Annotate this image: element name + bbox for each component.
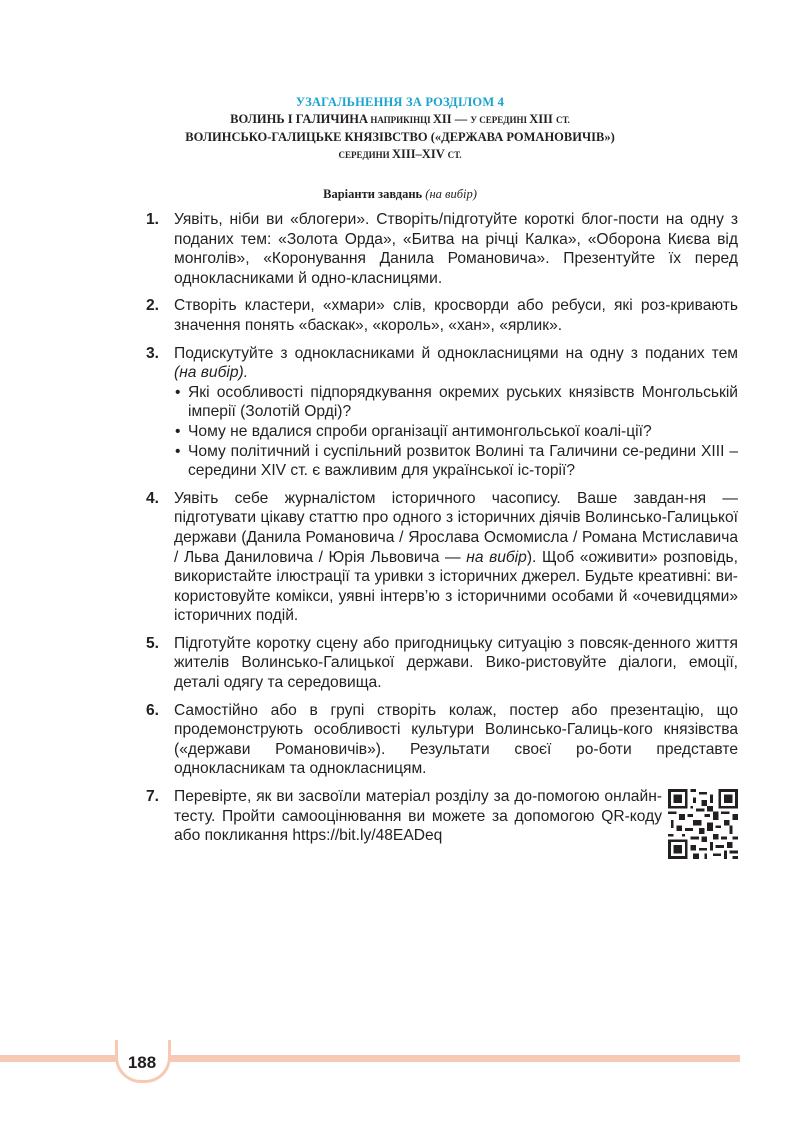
variants-note: (на вибір): [425, 187, 477, 201]
list-item: • Чому не вдалися спроби організації антимонгольської коалі-ції?: [174, 422, 738, 442]
task-number: 4.: [146, 489, 160, 507]
header-line-3: [0, 146, 800, 164]
qr-code-icon[interactable]: [668, 789, 738, 859]
task-text-note: на вибір: [466, 548, 527, 566]
task-3: [146, 344, 738, 481]
list-item: • Які особливості підпорядкування окремих руських князівств Монгольській імперії (Золотій Орді)?: [174, 383, 738, 422]
header-line-3-c: СТ.: [447, 150, 462, 160]
task-text: Створіть кластери, «хмари» слів, кросворди або ребуси, які роз-кривають значення понять «баскак», «король», «хан», «ярлик».: [174, 297, 738, 334]
task-intro-text: Подискутуйте з однокласниками й однокласницями на одну з поданих тем: [174, 344, 738, 362]
task-text: Підготуйте коротку сцену або пригодницьку ситуацію з повсяк-денного життя жителів Волинсько-Галицької держави. Вико-ристовуйте діалоги, емоції, деталі одягу та середовища.: [174, 634, 738, 692]
task-4: [146, 489, 738, 626]
header-line-1-b: НАПРИКІНЦІ: [368, 115, 433, 125]
task-list: [146, 210, 738, 854]
task-number: 1.: [146, 211, 160, 228]
header-line-1-e: XIII: [529, 112, 556, 126]
header-line-1-a: ВОЛИНЬ І ГАЛИЧИНА: [230, 112, 369, 126]
task-text: Самостійно або в групі створіть колаж, постер або презентацію, що продемонструють особливості культури Волинсько-Галиць-кого князівства («держави Романовичів»). Результати своєї ро-боти представте однокласникам та однокласницям.: [174, 701, 738, 778]
task-number: 3.: [146, 344, 160, 362]
task-number: 5.: [146, 634, 160, 652]
footer-band: [0, 1055, 740, 1062]
task-1: [146, 210, 738, 288]
header-line-1-d: У СЕРЕДИНІ: [470, 115, 530, 125]
page-number: 188: [127, 1053, 157, 1072]
task-intro: [174, 344, 738, 383]
task-number: 2.: [146, 297, 160, 315]
header-line-1-c: XII —: [432, 112, 471, 126]
variants-label: Варіанти завдань: [323, 187, 426, 201]
header-line-1: [0, 111, 800, 129]
task-6: [146, 701, 738, 779]
task-7: [146, 787, 738, 846]
task-intro-note: (на вибір).: [174, 364, 249, 382]
task-text-a: Уявіть себе журналістом історичного часопису. Ваше завдан-ня — підготувати цікаву статтю про одного з історичних діячів Волинсько-Галицької держави (Данила Романовича / Ярослава Осмомисла / Романа Мстиславича / Льва Даниловича / Юрія Львовича —: [174, 489, 738, 566]
task-text: [174, 489, 738, 626]
section-header: [0, 94, 800, 164]
task-2: [146, 296, 738, 335]
header-line-1-f: СТ.: [555, 115, 570, 125]
header-line-2: ВОЛИНСЬКО-ГАЛИЦЬКЕ КНЯЗІВСТВО («ДЕРЖАВА РОМАНОВИЧІВ»): [185, 130, 615, 144]
header-line-3-b: XIII–XIV: [391, 147, 448, 161]
task-number: 6.: [146, 701, 160, 719]
section-title: УЗАГАЛЬНЕННЯ ЗА РОЗДІЛОМ 4: [295, 95, 505, 109]
task-text: Перевірте, як ви засвоїли матеріал розділу за до-помогою онлайн-тесту. Пройти самооцінювання ви можете за допомогою QR-коду або покликання https://bit.ly/48EADeq: [174, 788, 662, 845]
variants-heading: [0, 187, 800, 202]
task-text-b: ). Щоб «оживити» розповідь, використайте ілюстрації та уривки з історичних джерел. Будьте креативні: ви-користовуйте комікси, уявні інтерв’ю з історичними особами й «очевидцями» історичних подій.: [174, 548, 738, 625]
task-5: [146, 634, 738, 693]
header-line-3-a: СЕРЕДИНИ: [338, 150, 392, 160]
list-item: • Чому політичний і суспільний розвиток Волині та Галичини се-редини XIII – середини XIV ст. є важливим для української іс-торії?: [174, 442, 738, 481]
task-text: Уявіть, ніби ви «блогери». Створіть/підготуйте короткі блог-пости на одну з поданих тем: «Золота Орда», «Битва на річці Калка», «Оборона Києва від монголів», «Коронування Данила Романовича». Презентуйте їх перед однокласниками й одно-класницями.: [174, 211, 738, 287]
task-number: 7.: [146, 788, 160, 806]
discussion-topics: [174, 383, 738, 481]
